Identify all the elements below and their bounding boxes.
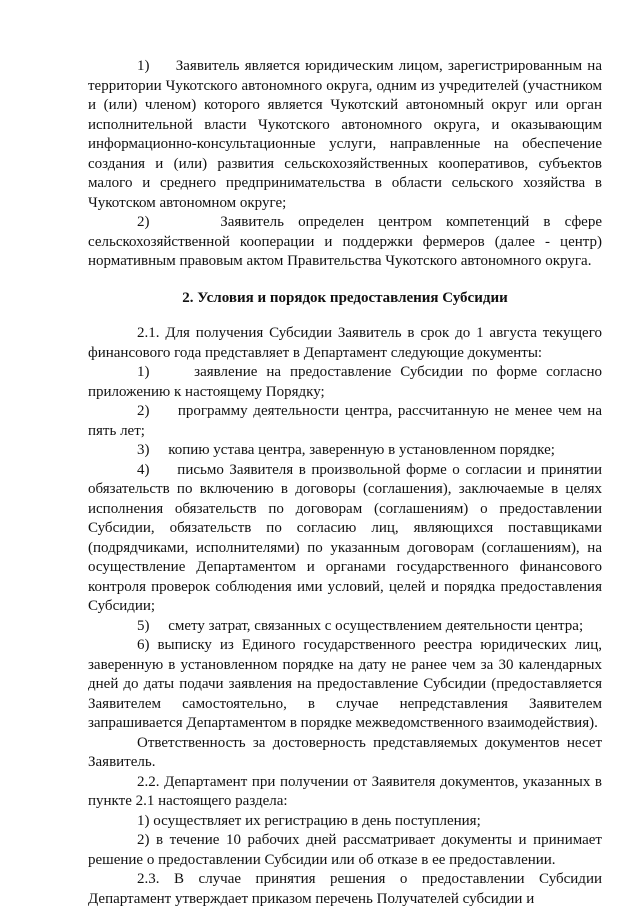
paragraph-2-2-item-1: 1) осуществляет их регистрацию в день поступления; [137, 812, 481, 829]
paragraph-2-2-item-2: 2) в течение 10 рабочих дней рассматривает документы и принимает решение о предоставлении Субсидии или об отказе в ее предоставлении. [88, 832, 602, 868]
paragraph-2-1-intro: 2.1. Для получения Субсидии Заявитель в срок до 1 августа текущего финансового года представляет в Департамент следующие документы: [88, 325, 602, 361]
paragraph-responsibility: Ответственность за достоверность представляемых документов несет Заявитель. [88, 734, 602, 770]
paragraph-doc-item-2: 2) программу деятельности центра, рассчитанную не менее чем на пять лет; [88, 403, 602, 439]
paragraph-doc-item-4: 4) письмо Заявителя в произвольной форме о согласии и принятии обязательств по включению в договоры (соглашения), заключаемые в целях исполнения обязательств по договорам (соглашениям) о предоставлении Субсидии, обязательств по согласию лиц, являющихся поставщиками (подрядчиками, исполнителями) по указанным договорам (соглашениям), на осуществление Департаментом и органами государственного финансового контроля проверок соблюдения ими условий, целей и порядка предоставления Субсидии; [88, 461, 602, 614]
paragraph-applicant-criterion-1: 1) Заявитель является юридическим лицом, зарегистрированным на территории Чукотского автономного округа, одним из учредителей (участником и (или) членом) которого является Чукотский автономный округ или орган исполнительной власти Чукотского автономного округа, и оказывающим информационно-консультационные услуги, направленные на обеспечение создания и (или) развития сельскохозяйственных кооперативов, субъектов малого и среднего предпринимательства в области сельского хозяйства в Чукотском автономном округе; [88, 58, 602, 211]
paragraph-doc-item-3: 3) копию устава центра, заверенную в установленном порядке; [137, 442, 555, 458]
paragraph-applicant-criterion-2: 2) Заявитель определен центром компетенций в сфере сельскохозяйственной кооперации и поддержки фермеров (далее - центр) нормативным правовым актом Правительства Чукотского автономного округа. [88, 214, 602, 269]
section-heading: 2. Условия и порядок предоставления Субсидии [182, 289, 508, 306]
paragraph-doc-item-1: 1) заявление на предоставление Субсидии по форме согласно приложению к настоящему Порядку; [88, 364, 602, 400]
paragraph-doc-item-5: 5) смету затрат, связанных с осуществлением деятельности центра; [137, 617, 584, 634]
paragraph-doc-item-6: 6) выписку из Единого государственного реестра юридических лиц, заверенную в установленном порядке на дату не ранее чем за 30 календарных дней до даты подачи заявления на предоставление Субсидии (предоставляется Заявителем самостоятельно, в случае непредставления Заявителем запрашивается Департаментом в порядке межведомственного взаимодействия). [88, 637, 602, 731]
paragraph-2-2-intro: 2.2. Департамент при получении от Заявителя документов, указанных в пункте 2.1 настоящего раздела: [88, 773, 602, 809]
paragraph-2-3: 2.3. В случае принятия решения о предоставлении Субсидии Департамент утверждает приказом перечень Получателей субсидии и [88, 871, 602, 907]
